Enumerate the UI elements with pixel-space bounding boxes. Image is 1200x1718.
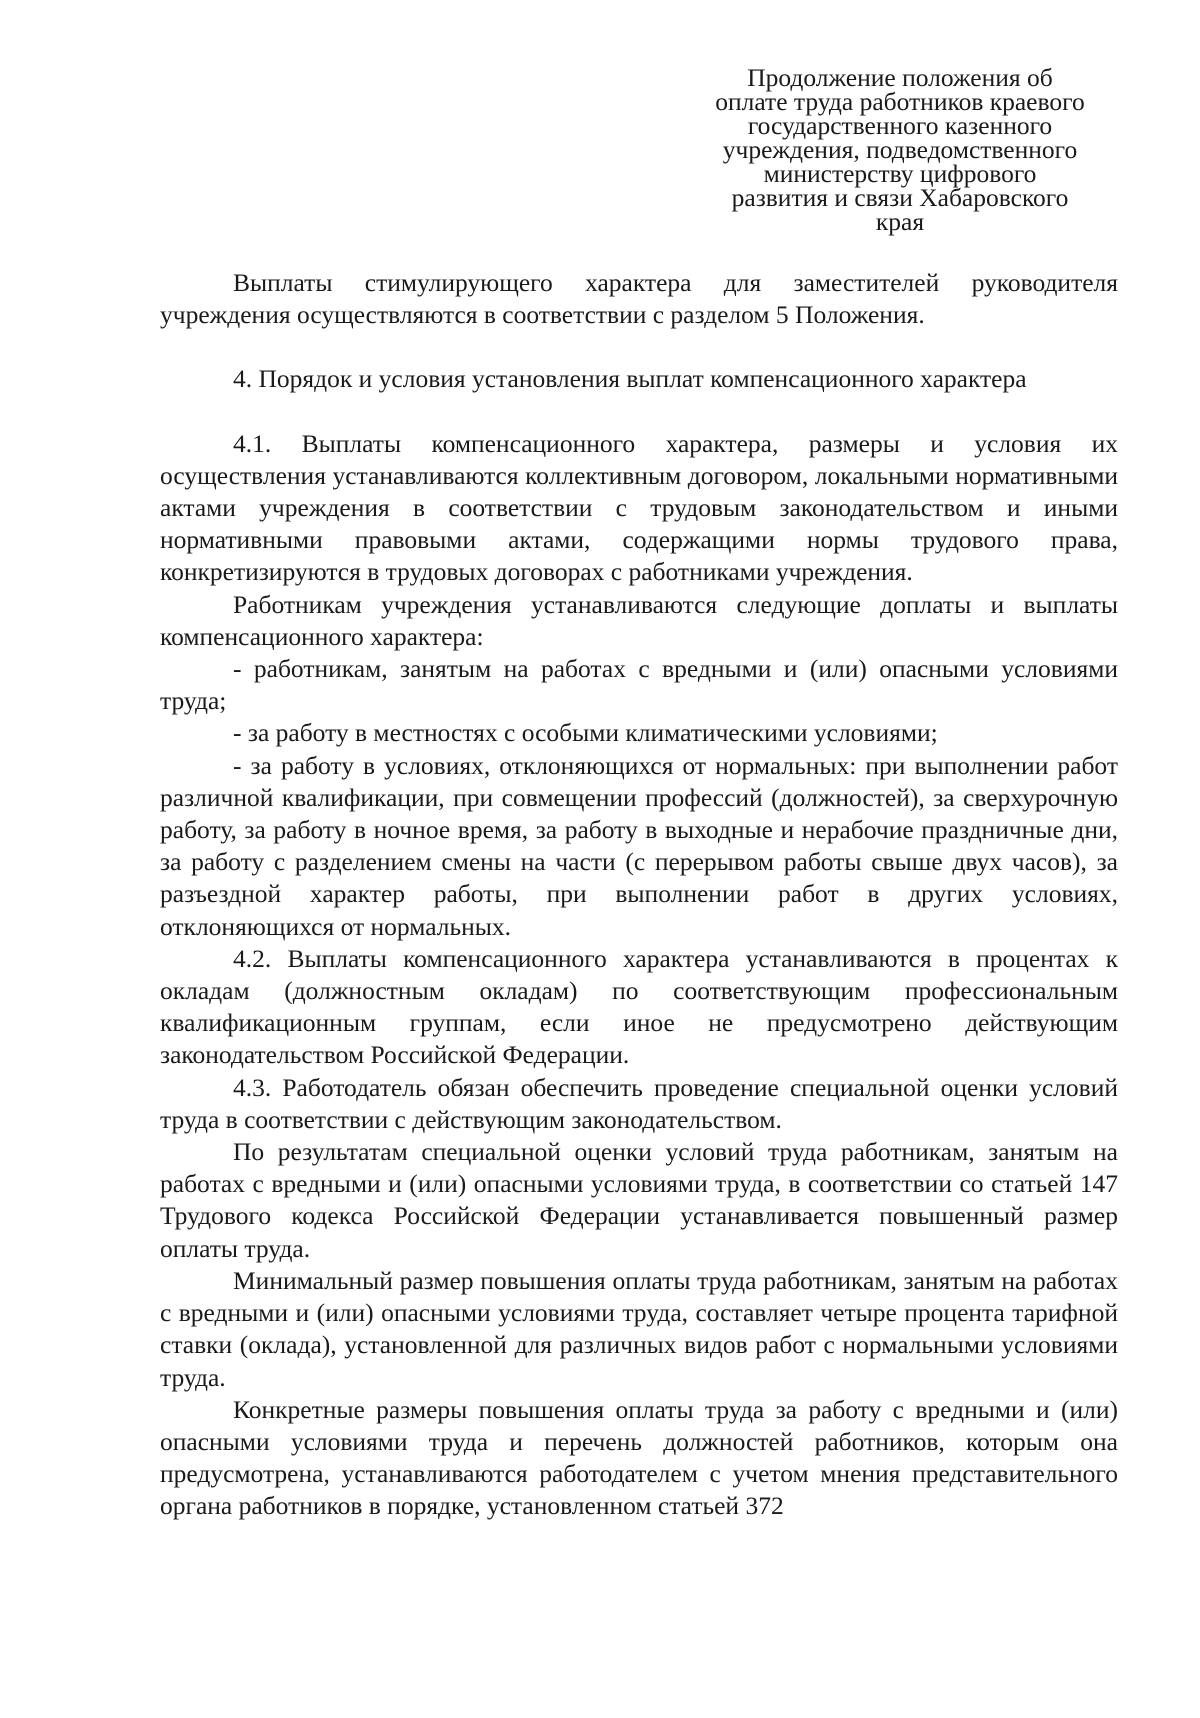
list-item-hazardous: - работникам, занятым на работах с вредными и (или) опасными условиями труда; — [160, 654, 1118, 716]
paragraph-4-2: 4.2. Выплаты компенсационного характера устанавливаются в процентах к окладам (должностным окладам) по соответствующим профессиональным квалификационным группам, если иное не предусмотрено действующим законодательством Российской Федерации. — [160, 943, 1118, 1070]
paragraph-allowances-intro: Работникам учреждения устанавливаются следующие доплаты и выплаты компенсационного характера: — [160, 589, 1118, 651]
paragraph-deputy-payments: Выплаты стимулирующего характера для заместителей руководителя учреждения осуществляются в соответствии с разделом 5 Положения. — [160, 268, 1118, 330]
paragraph-4-3: 4.3. Работодатель обязан обеспечить проведение специальной оценки условий труда в соответствии с действующим законодательством. — [160, 1072, 1118, 1134]
section-heading: 4. Порядок и условия установления выплат компенсационного характера — [233, 364, 1027, 394]
header-note-line: оплате труда работников краевого — [715, 87, 1085, 116]
paragraph-4-1: 4.1. Выплаты компенсационного характера, размеры и условия их осуществления устанавливаются коллективным договором, локальными нормативными актами учреждения в соответствии с трудовым законодательством и иными нормативными правовыми актами, содержащими нормы трудового права, конкретизируются в трудовых договорах с работниками учреждения. — [160, 428, 1118, 587]
header-note-line: учреждения, подведомственного — [722, 135, 1078, 164]
document-body — [160, 267, 1118, 1523]
header-note-line: края — [875, 207, 925, 236]
header-note-line: государственного казенного — [747, 111, 1053, 140]
list-item-climate: - за работу в местностях с особыми климатическими условиями; — [233, 718, 938, 748]
paragraph-minimum-increase: Минимальный размер повышения оплаты труда работникам, занятым на работах с вредными и (или) опасными условиями труда, составляет четыре процента тарифной ставки (оклада), установленной для различных видов работ с нормальными условиями труда. — [160, 1265, 1118, 1392]
header-note-line: министерству цифрового — [763, 159, 1037, 188]
paragraph-assessment-results: По результатам специальной оценки условий труда работникам, занятым на работах с вредными и (или) опасными условиями труда, в соответствии со статьей 147 Трудового кодекса Российской Федерации устанавливается повышенный размер оплаты труда. — [160, 1137, 1118, 1263]
paragraph-specific-amounts: Конкретные размеры повышения оплаты труда за работу с вредными и (или) опасными условиями труда и перечень должностей работников, которым она предусмотрена, устанавливаются работодателем с учетом мнения представительного органа работников в порядке, установленном статьей 372 — [160, 1394, 1118, 1521]
list-item-abnormal-conditions: - за работу в условиях, отклоняющихся от нормальных: при выполнении работ различной квалификации, при совмещении профессий (должностей), за сверхурочную работу, за работу в ночное время, за работу в выходные и нерабочие праздничные дни, за работу с разделением смены на части (с перерывом работы свыше двух часов), за разъездной характер работы, при выполнении работ в других условиях, отклоняющихся от нормальных. — [160, 750, 1118, 941]
header-note-line: развития и связи Хабаровского — [731, 183, 1069, 212]
header-note — [680, 63, 1120, 236]
header-note-line: Продолжение положения об — [747, 63, 1053, 92]
